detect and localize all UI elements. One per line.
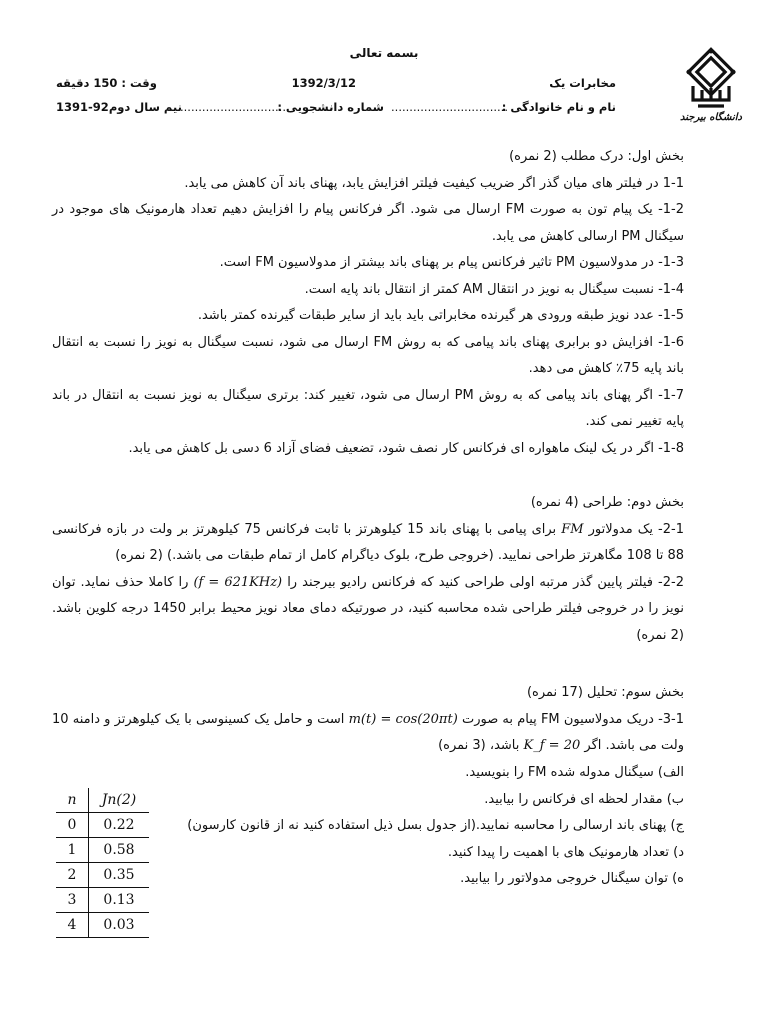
question-item: 1-7- اگر پهنای باند پیامی که به روش PM ارسال می شود، تغییر کند: برتری سیگنال به نویز نسبت به انتقال در باند پایه تغییر نمی کند. <box>52 387 684 429</box>
subpart-item: الف) سیگنال مدوله شده FM را بنویسید. <box>465 765 684 780</box>
question-item: 1-5- عدد نویز طبقه ورودی هر گیرنده مخابراتی باید باید از سایر طبقات گیرنده کمتر باشد. <box>197 308 684 323</box>
table-row <box>56 913 149 938</box>
subparts-list <box>88 760 684 893</box>
cell-jn: 0.03 <box>89 913 150 938</box>
message-formula: m(t) = cos(20πt) <box>348 711 458 727</box>
fm-term: FM <box>561 521 584 537</box>
question-item: 1-6- افزایش دو برابری پهنای باند پیامی که به روش FM ارسال می شود، نسبت سیگنال به نویز را نسبت به انتقال باند پایه 75٪ کاهش می دهد. <box>52 334 684 376</box>
question-text: 2-1- یک مدولاتور <box>588 521 684 537</box>
table-row <box>56 888 149 913</box>
question-text: را کاملا حذف نماید. توان نویز را در خروجی فیلتر طراحی شده محاسبه کنید، در صورتیکه دمای معاد نویز محیط برابر 1450 درجه کلوین باشد. (2 نمره) <box>52 574 684 643</box>
question-item <box>52 570 684 650</box>
section-heading: بخش دوم: طراحی (4 نمره) <box>530 495 684 510</box>
question-item <box>52 707 684 760</box>
header-row-1 <box>56 76 616 96</box>
section-comprehension <box>52 144 684 462</box>
cell-jn: 0.58 <box>89 838 150 863</box>
question-text: 2-2- فیلتر پایین گذر مرتبه اولی طراحی کنید که فرکانس رادیو بیرجند را <box>287 574 684 590</box>
cell-n: 2 <box>56 863 89 888</box>
section-heading: بخش سوم: تحلیل (17 نمره) <box>526 685 684 700</box>
question-item: 1-2- یک پیام تون به صورت FM ارسال می شود. اگر فرکانس پیام را افزایش دهیم تعداد هارمونیک های موجود در سیگنال PM ارسالی کاهش می یابد. <box>52 202 684 244</box>
cell-jn: 0.13 <box>89 888 150 913</box>
exam-date: 1392/3/12 <box>291 76 356 90</box>
question-text: است و حامل یک کسینوسی با یک کیلوهرتز و دامنه 10 ولت می باشد. اگر <box>52 711 684 753</box>
bessel-table <box>56 788 149 938</box>
exam-duration: وقت : 150 دقیقه <box>56 76 157 90</box>
student-number-label: شماره دانشجویی : <box>277 100 384 114</box>
section-analysis <box>52 680 684 760</box>
cell-jn: 0.35 <box>89 863 150 888</box>
question-text: باشد، (3 نمره) <box>438 738 520 753</box>
header-row-2 <box>56 100 616 120</box>
table-row <box>56 838 149 863</box>
question-item: 1-1 در فیلتر های میان گذر اگر ضریب کیفیت فیلتر افزایش یابد، پهنای باند آن کاهش می یابد. <box>184 175 684 191</box>
kf-formula: K_f = 20 <box>523 738 581 753</box>
page-title: بسمه تعالی <box>349 46 419 60</box>
section-heading: بخش اول: درک مطلب (2 نمره) <box>509 149 684 164</box>
cell-n: 4 <box>56 913 89 938</box>
question-text: برای پیامی با پهنای باند 15 کیلوهرتز با ثابت فرکانس 75 کیلوهرتز بر ولت در بازه فرکانسی 88 تا 108 مگاهرتز طراحی نمایید. (خروجی طرح، بلوک دیاگرام کامل از تمام طبقات می باشد.) (2 نمره) <box>52 521 684 563</box>
semester: نیم سال دوم92-1391 <box>56 100 182 114</box>
subpart-item: ب) مقدار لحظه ای فرکانس را بیابید. <box>484 791 684 807</box>
header-n: n <box>56 788 89 813</box>
subpart-item: ه) توان سیگنال خروجی مدولاتور را بیابید. <box>460 871 684 886</box>
question-text: 3-1- دریک مدولاسیون FM پیام به صورت <box>461 711 684 727</box>
subpart-item: ج) پهنای باند ارسالی را محاسبه نمایید.(از جدول بسل ذیل استفاده کنید نه از قانون کارسون) <box>187 818 684 833</box>
table-header-row <box>56 788 149 813</box>
question-item: 1-4- نسبت سیگنال به نویز در انتقال AM کمتر از انتقال باند پایه است. <box>304 281 684 297</box>
frequency-formula: (f = 621KHz) <box>193 574 283 590</box>
question-item <box>52 517 684 570</box>
logo-text: دانشگاه بیرجند <box>680 112 742 123</box>
table-row <box>56 813 149 838</box>
table-row <box>56 863 149 888</box>
subpart-item: د) تعداد هارمونیک های با اهمیت را پیدا کنید. <box>447 844 684 860</box>
student-number-dots: ................................ <box>169 100 286 114</box>
question-item: 1-3- در مدولاسیون PM تاثیر فرکانس پیام بر پهنای باند بیشتر از مدولاسیون FM است. <box>219 255 684 270</box>
course-name: مخابرات یک <box>549 76 616 90</box>
question-item: 1-8- اگر در یک لینک ماهواره ای فرکانس کار نصف شود، تضعیف فضای آزاد 6 دسی بل کاهش می یابد. <box>128 440 684 456</box>
name-field-dots: ................................ <box>391 100 508 114</box>
header-jn: Jn(2) <box>89 788 150 813</box>
cell-n: 1 <box>56 838 89 863</box>
section-design <box>52 490 684 649</box>
cell-jn: 0.22 <box>89 813 150 838</box>
cell-n: 0 <box>56 813 89 838</box>
cell-n: 3 <box>56 888 89 913</box>
name-label: نام و نام خانوادگی : <box>501 100 616 114</box>
